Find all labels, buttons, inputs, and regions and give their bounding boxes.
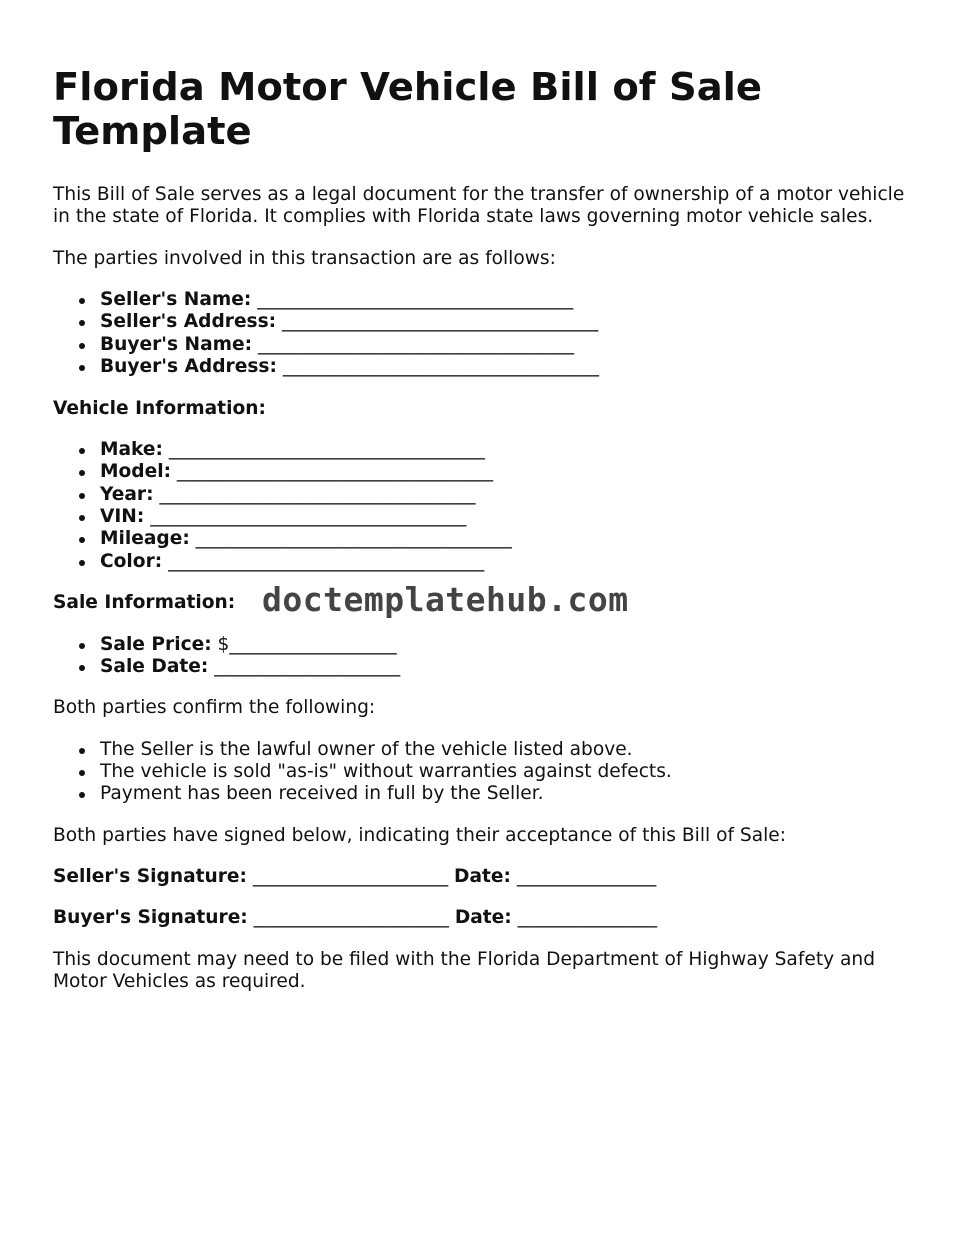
parties-list xyxy=(53,289,913,379)
list-item-mileage xyxy=(100,528,913,550)
field-label: Mileage: xyxy=(100,528,190,550)
date-blank: _______________ xyxy=(510,866,657,888)
field-label: Seller's Address: xyxy=(100,311,277,333)
list-item-year xyxy=(100,484,913,506)
blank-line: __________________________________ xyxy=(162,550,485,572)
date-label: Date: xyxy=(454,866,511,888)
field-label: Seller's Name: xyxy=(100,288,252,310)
footer-note: This document may need to be filed with the Florida Department of Highway Safety and Motor Vehicles as required. xyxy=(53,948,876,993)
list-item-sale-date xyxy=(100,656,913,678)
sale-list xyxy=(53,634,913,679)
sale-heading: Sale Information: xyxy=(53,592,236,614)
list-item: The vehicle is sold "as-is" without warranties against defects. xyxy=(100,761,913,783)
list-item-model xyxy=(100,461,913,483)
field-label: Make: xyxy=(100,438,163,460)
field-label: VIN: xyxy=(100,506,145,528)
field-label: Year: xyxy=(100,483,154,505)
blank-line: __________________________________ xyxy=(276,356,599,378)
seller-signature-line xyxy=(53,866,913,888)
list-item-color xyxy=(100,551,913,573)
list-item-buyer-name xyxy=(100,334,913,356)
vehicle-heading: Vehicle Information: xyxy=(53,397,266,419)
intro-paragraph: This Bill of Sale serves as a legal document for the transfer of ownership of a motor vehicle in the state of Florida. It complies with Florida state laws governing motor vehicle sales. xyxy=(53,184,905,228)
blank-line: __________________________________ xyxy=(171,461,494,483)
list-item-make xyxy=(100,439,913,461)
blank-line: __________________________________ xyxy=(252,333,575,355)
list-item-vin xyxy=(100,506,913,528)
field-label: Buyer's Name: xyxy=(100,333,253,355)
blank-line: __________________________________ xyxy=(144,506,467,528)
field-label: Color: xyxy=(100,550,163,572)
signature-blank: _____________________ xyxy=(246,866,455,888)
list-item-sale-price xyxy=(100,634,913,656)
parties-intro: The parties involved in this transaction are as follows: xyxy=(53,247,556,269)
field-label: Sale Price: xyxy=(100,633,212,655)
date-label: Date: xyxy=(454,907,512,929)
page-title: Florida Motor Vehicle Bill of Sale Template xyxy=(53,65,762,154)
list-item: Payment has been received in full by the Seller. xyxy=(100,783,913,805)
list-item-buyer-address xyxy=(100,356,913,378)
watermark: doctemplatehub.com xyxy=(262,580,629,620)
buyer-signature-line xyxy=(53,907,913,929)
document-page xyxy=(53,66,913,1012)
list-item-seller-name xyxy=(100,289,913,311)
signature-label: Buyer's Signature: xyxy=(53,907,248,929)
field-label: Buyer's Address: xyxy=(100,356,277,378)
confirm-intro: Both parties confirm the following: xyxy=(53,697,376,719)
blank-line: $__________________ xyxy=(211,633,397,655)
signature-blank: _____________________ xyxy=(247,907,455,929)
date-blank: _______________ xyxy=(511,907,658,929)
blank-line: __________________________________ xyxy=(189,528,512,550)
confirmations-list xyxy=(53,739,913,806)
blank-line: __________________________________ xyxy=(162,438,485,460)
signature-label: Seller's Signature: xyxy=(53,866,247,888)
blank-line: ____________________ xyxy=(208,655,401,677)
vehicle-list xyxy=(53,439,913,573)
field-label: Sale Date: xyxy=(100,655,209,677)
list-item: The Seller is the lawful owner of the vehicle listed above. xyxy=(100,739,913,761)
blank-line: __________________________________ xyxy=(153,483,476,505)
list-item-seller-address xyxy=(100,311,913,333)
blank-line: __________________________________ xyxy=(251,288,574,310)
signed-intro: Both parties have signed below, indicating their acceptance of this Bill of Sale: xyxy=(53,824,786,846)
sale-heading-row xyxy=(53,580,913,620)
field-label: Model: xyxy=(100,461,172,483)
blank-line: __________________________________ xyxy=(276,311,599,333)
